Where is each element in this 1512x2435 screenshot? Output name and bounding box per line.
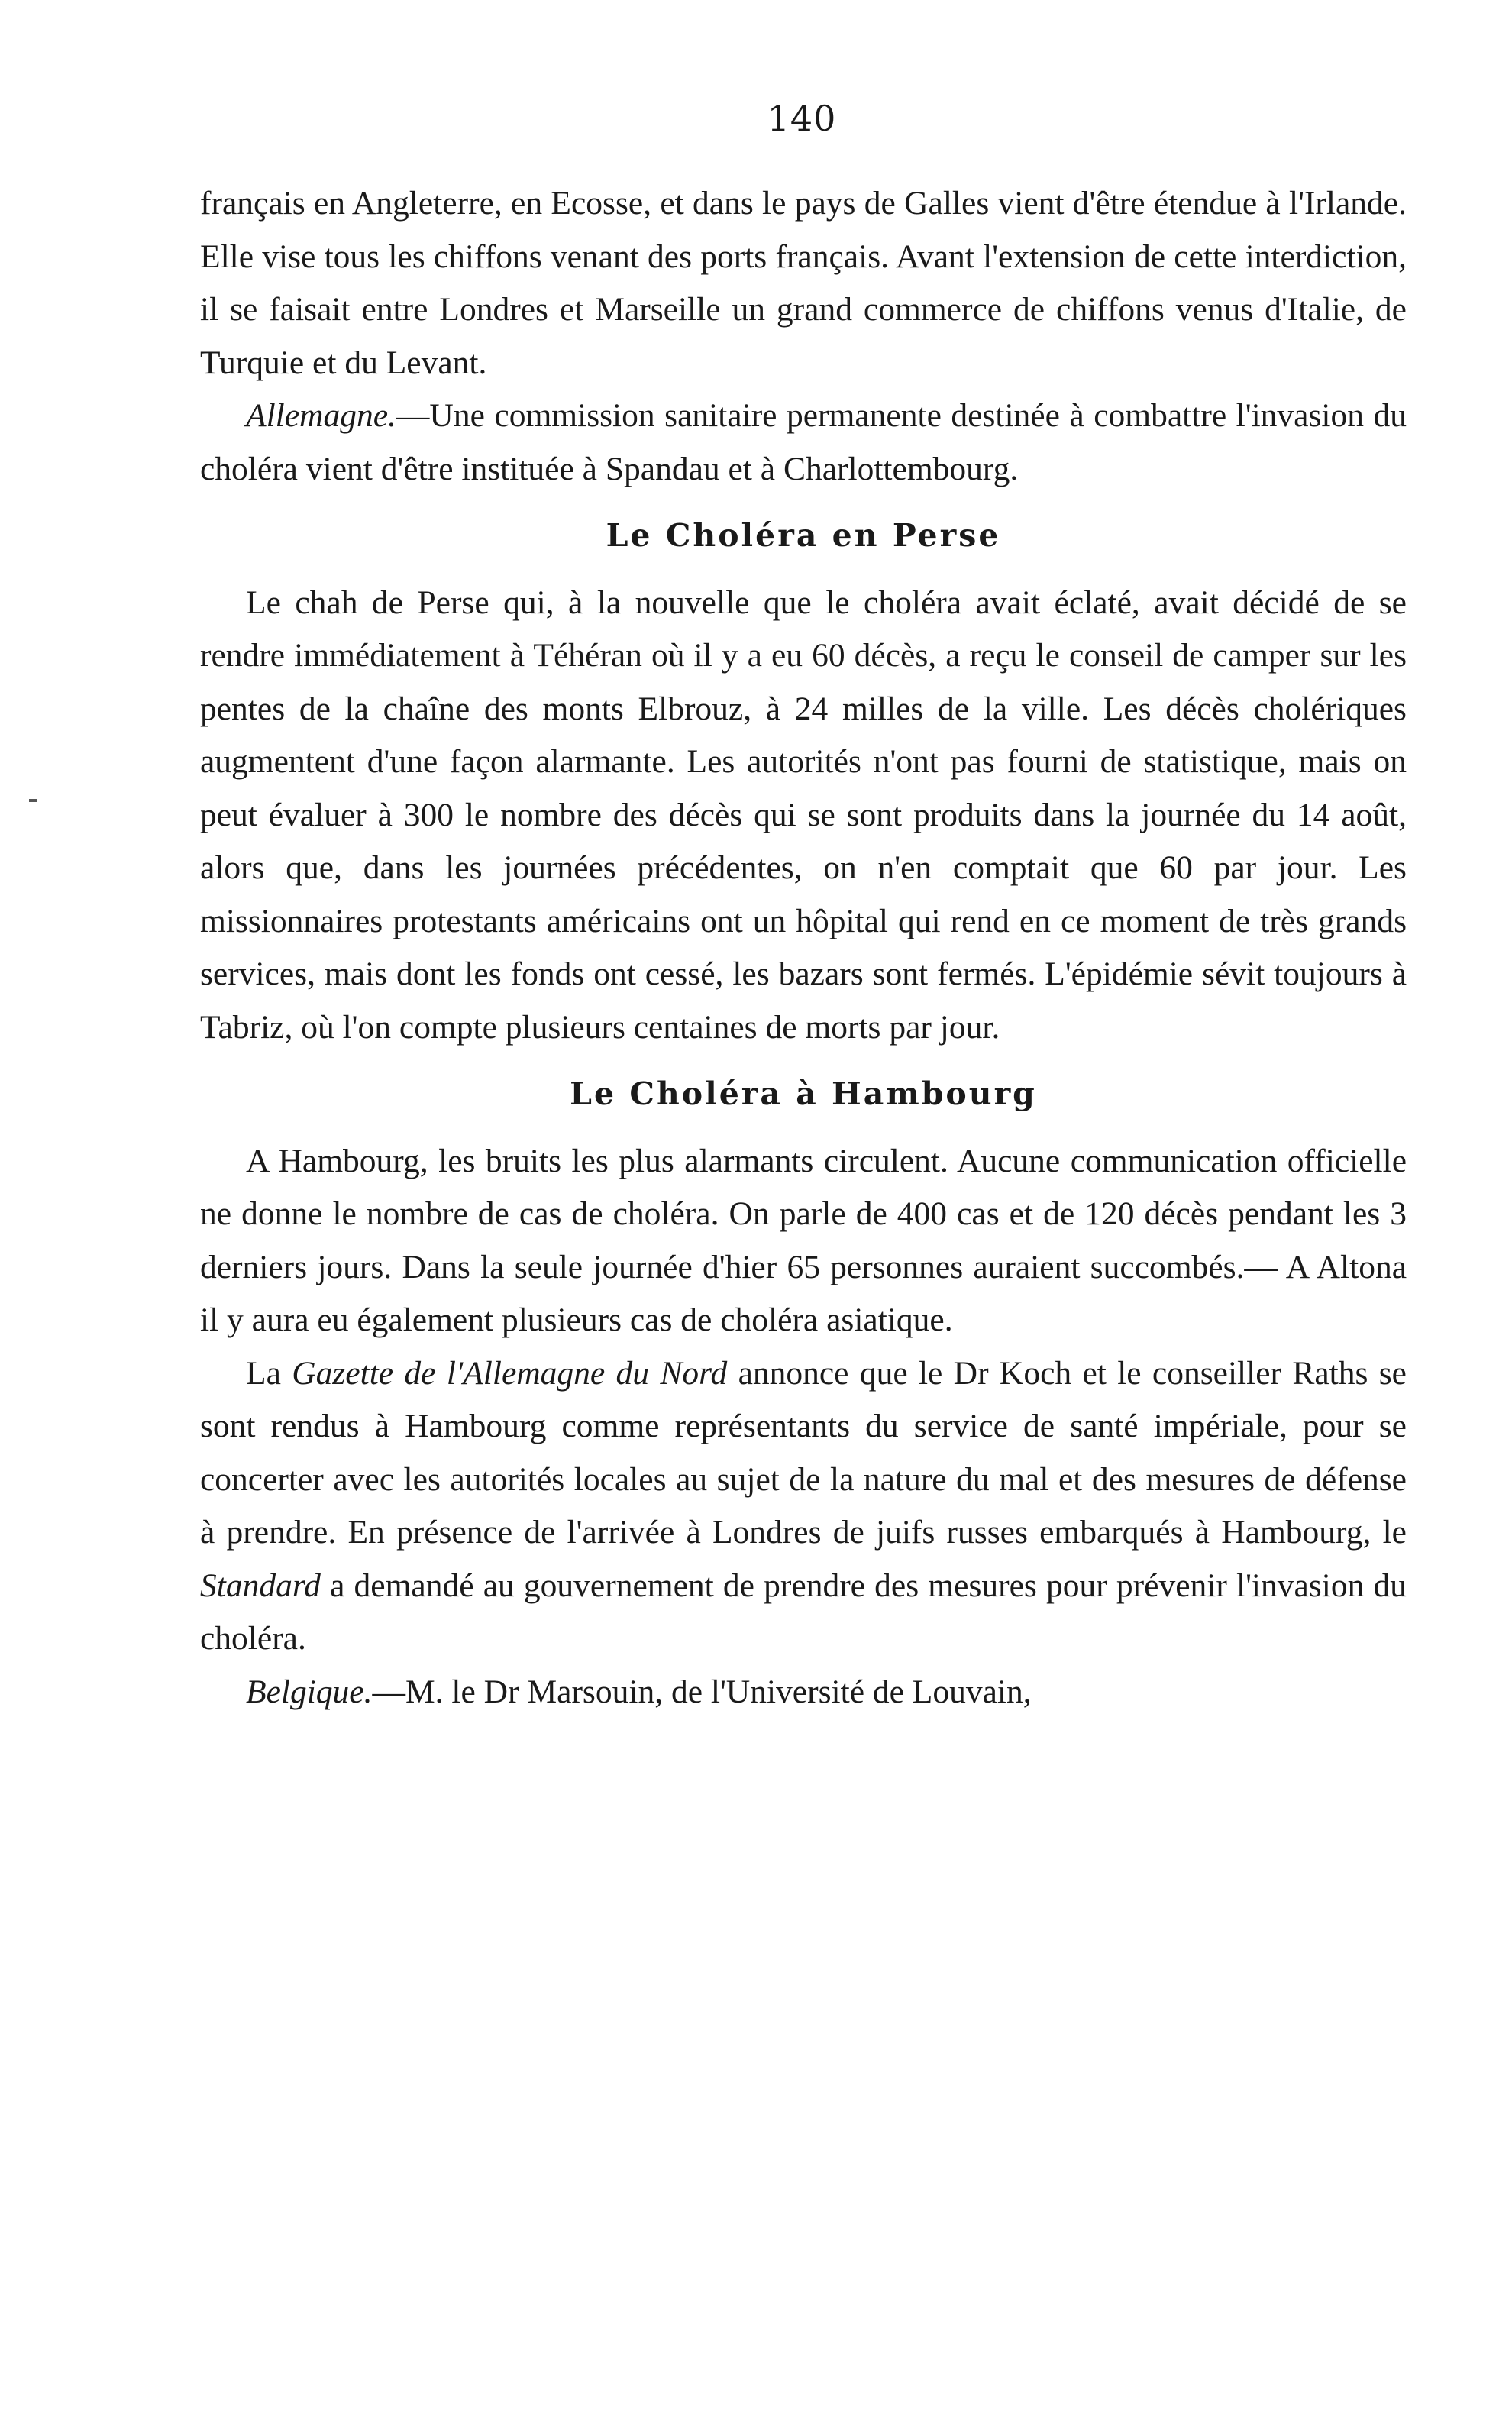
section-heading-perse: Le Choléra en Perse bbox=[606, 517, 1001, 554]
newspaper-title-gazette: Gazette de l'Allemagne du Nord bbox=[292, 1354, 728, 1392]
newspaper-title-standard: Standard bbox=[200, 1567, 321, 1604]
country-heading-allemagne: Allemagne. bbox=[246, 397, 396, 434]
margin-mark bbox=[29, 799, 37, 802]
belgique-text: —M. le Dr Marsouin, de l'Université de Louvain, bbox=[372, 1673, 1032, 1710]
gazette-text-a: La bbox=[246, 1354, 292, 1392]
country-heading-belgique: Belgique. bbox=[246, 1673, 373, 1710]
body-text bbox=[200, 177, 1407, 1719]
paragraph-belgique bbox=[200, 1666, 1407, 1719]
paragraph-hambourg: A Hambourg, les bruits les plus alarmants circulent. Aucune communication officielle ne donne le nombre de cas de choléra. On parle de 400 cas et de 120 décès pendant les 3 derniers jours. Dans la seule journée d'hier 65 personnes auraient succombés.— A Altona il y aura eu également plusieurs cas de choléra asiatique. bbox=[200, 1142, 1407, 1338]
section-heading-hambourg: Le Choléra à Hambourg bbox=[570, 1075, 1037, 1112]
paragraph-allemagne bbox=[200, 390, 1407, 496]
gazette-text-c: a demandé au gouvernement de prendre des mesures pour prévenir l'invasion du choléra. bbox=[200, 1567, 1407, 1657]
allemagne-text: —Une commission sanitaire permanente destinée à combattre l'invasion du choléra vient d'être instituée à Spandau et à Charlottembourg. bbox=[200, 397, 1407, 487]
paragraph-continued: français en Angleterre, en Ecosse, et dans le pays de Galles vient d'être étendue à l'Irlande. Elle vise tous les chiffons venant des ports français. Avant l'extension de cette interdiction, il se faisait entre Londres et Marseille un grand commerce de chiffons venus d'Italie, de Turquie et du Levant. bbox=[200, 185, 1407, 381]
paragraph-perse: Le chah de Perse qui, à la nouvelle que le choléra avait éclaté, avait décidé de se rendre immédiatement à Téhéran où il y a eu 60 décès, a reçu le conseil de camper sur les pentes de la chaîne des monts Elbrouz, à 24 milles de la ville. Les décès cholériques augmentent d'une façon alarmante. Les autorités n'ont pas fourni de statistique, mais on peut évaluer à 300 le nombre des décès qui se sont produits dans la journée du 14 août, alors que, dans les journées précédentes, on n'en comptait que 60 par jour. Les missionnaires protestants américains ont un hôpital qui rend en ce moment de très grands services, mais dont les fonds ont cessé, les bazars sont fermés. L'épidémie sévit toujours à Tabriz, où l'on compte plusieurs centaines de morts par jour. bbox=[200, 584, 1407, 1046]
paragraph-gazette bbox=[200, 1347, 1407, 1666]
page-number: 140 bbox=[767, 98, 837, 139]
gazette-text-b: annonce que le Dr Koch et le conseiller Raths se sont rendus à Hambourg comme représentants du service de santé impériale, pour se concerter avec les autorités locales au sujet de la nature du mal et des mesures de défense à prendre. En présence de l'arrivée à Londres de juifs russes embarqués à Hambourg, le bbox=[200, 1354, 1407, 1551]
